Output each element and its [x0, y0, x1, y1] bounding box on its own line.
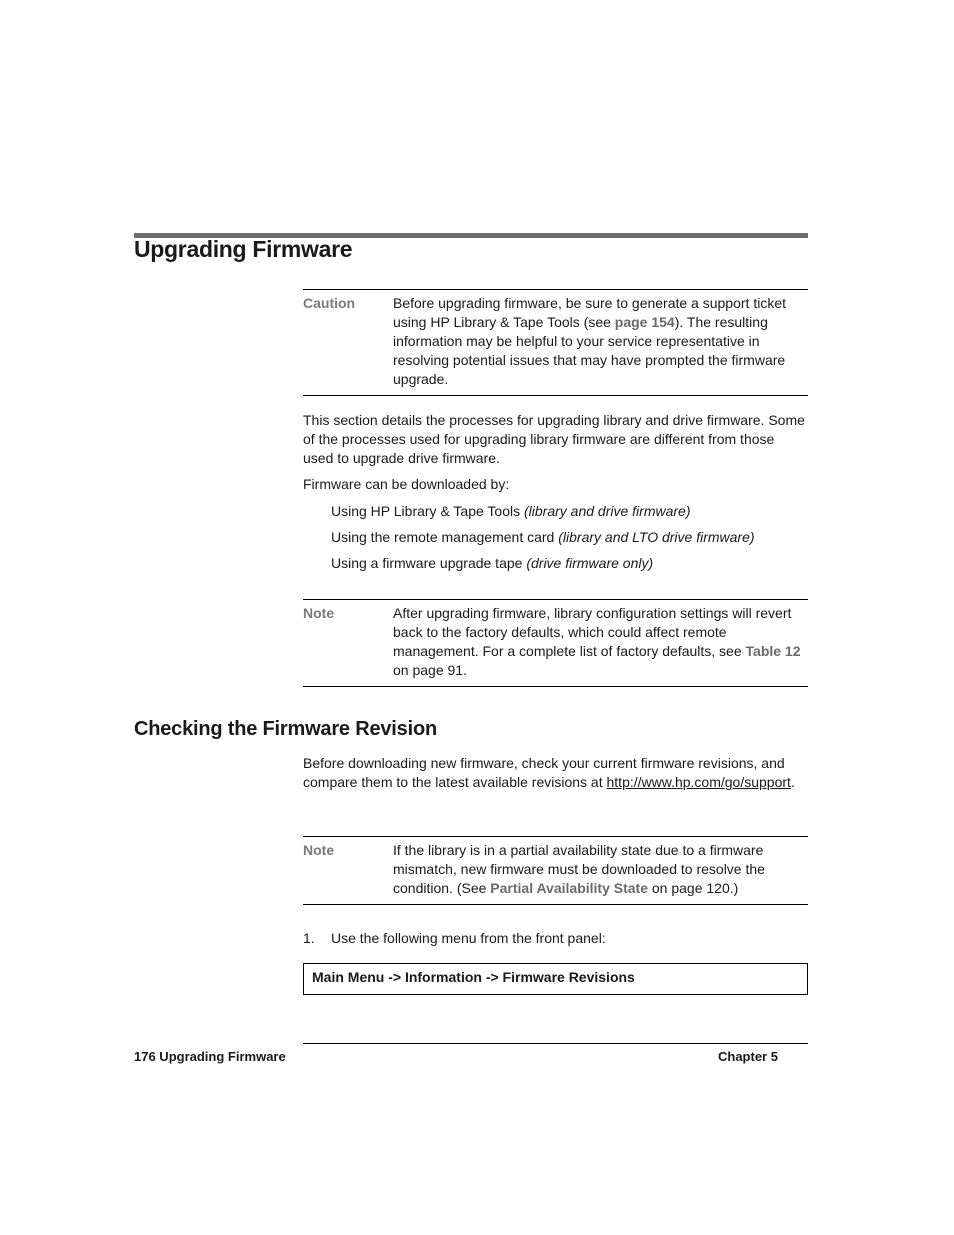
- caution-page-link[interactable]: page 154: [614, 314, 675, 330]
- footer-rule: [303, 1043, 808, 1044]
- note1-top-rule: [303, 599, 808, 600]
- caution-text: Before upgrading firmware, be sure to generate a support ticket using HP Library & Tape Tools (see page 154). The resulting information may be helpful to your service representative in resolving potential issues that may have prompted the firmware upgrade.: [393, 295, 786, 387]
- note1-bottom-rule: [303, 686, 808, 687]
- note1-text: After upgrading firmware, library configuration settings will revert back to the factory defaults, which could affect remote management. For a complete list of factory defaults, see Table 12 on page 91.: [393, 605, 801, 678]
- note2-top-rule: [303, 836, 808, 837]
- note2-partial-availability-link[interactable]: Partial Availability State: [490, 880, 648, 896]
- note2-text: If the library is in a partial availability state due to a firmware mismatch, new firmware must be downloaded to resolve the condition. (See Partial Availability State on page 120.): [393, 842, 765, 896]
- caution-top-rule: [303, 289, 808, 290]
- note2-label: Note: [303, 842, 335, 858]
- note1-label: Note: [303, 605, 335, 621]
- caution-bottom-rule: [303, 395, 808, 396]
- step-text: Use the following menu from the front panel:: [331, 930, 606, 946]
- method-item: Using HP Library & Tape Tools (library and drive firmware): [331, 503, 691, 519]
- page-title: Upgrading Firmware: [134, 236, 353, 262]
- section2-paragraph: Before downloading new firmware, check your current firmware revisions, and compare them to the latest available revisions at http://www.hp.com/go/support.: [303, 755, 795, 790]
- caution-label: Caution: [303, 295, 356, 311]
- footer-page-info: 176 Upgrading Firmware: [134, 1049, 286, 1064]
- intro-paragraph: This section details the processes for upgrading library and drive firmware. Some of the processes used for upgrading library firmware are different from those used to upgrade drive firmware.: [303, 412, 805, 466]
- download-intro: Firmware can be downloaded by:: [303, 476, 510, 492]
- step-number: 1.: [303, 930, 315, 946]
- method-item: Using the remote management card (library and LTO drive firmware): [331, 529, 755, 545]
- footer-chapter: Chapter 5: [718, 1049, 778, 1064]
- section-title: Checking the Firmware Revision: [134, 718, 437, 740]
- menu-path-text: Main Menu -> Information -> Firmware Revisions: [312, 969, 635, 985]
- note1-table-link[interactable]: Table 12: [745, 643, 801, 659]
- menu-path-box: [303, 963, 808, 995]
- support-url-link[interactable]: http://www.hp.com/go/support: [606, 774, 791, 790]
- note2-bottom-rule: [303, 904, 808, 905]
- method-item: Using a firmware upgrade tape (drive firmware only): [331, 555, 654, 571]
